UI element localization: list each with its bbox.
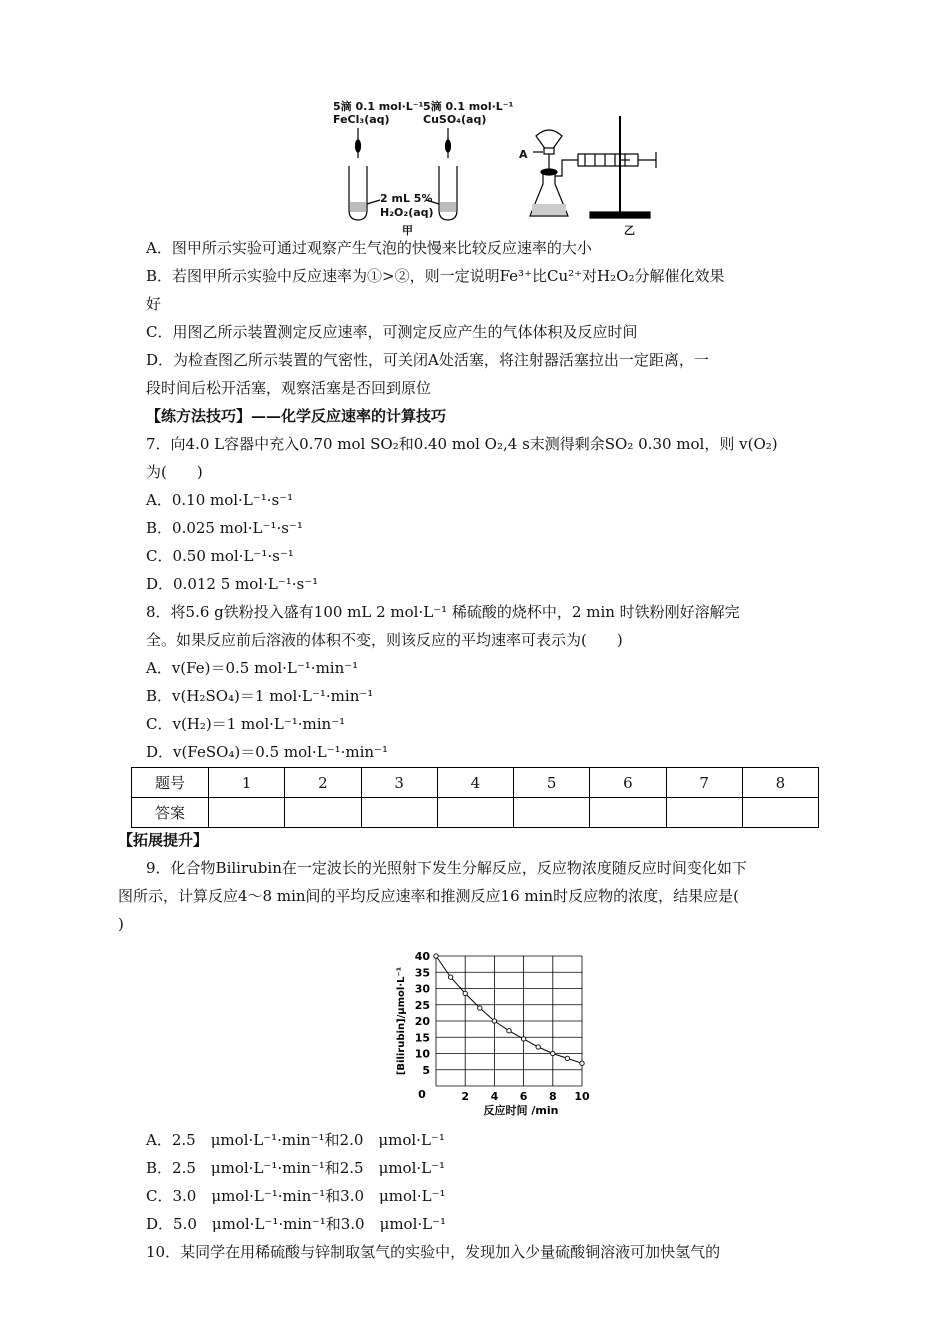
data-point (565, 1056, 569, 1060)
y-tick-label: 30 (414, 982, 430, 996)
y-axis-label: [Bilirubin]/μmol·L⁻¹ (396, 966, 407, 1076)
y-tick-label: 25 (414, 998, 430, 1012)
data-point (448, 975, 452, 979)
q9-stem-line3: ) (118, 915, 124, 933)
table-cell: 8 (742, 768, 818, 798)
y-tick-label: 10 (414, 1047, 430, 1061)
origin-label: 0 (418, 1088, 426, 1101)
q8-option-c: C．v(H₂)＝1 mol·L⁻¹·min⁻¹ (146, 715, 346, 733)
apparatus-figure (330, 96, 670, 236)
table-header-number: 题号 (132, 768, 209, 798)
answer-cell[interactable] (437, 798, 513, 828)
data-point (478, 1006, 482, 1010)
x-tick-label: 4 (490, 1090, 499, 1103)
caption-jia: 甲 (402, 224, 413, 237)
q8-option-d: D．v(FeSO₄)＝0.5 mol·L⁻¹·min⁻¹ (146, 743, 388, 761)
data-point (521, 1037, 525, 1041)
label-cuso4: CuSO₄(aq) (423, 113, 487, 126)
q7-option-d: D．0.012 5 mol·L⁻¹·s⁻¹ (146, 575, 319, 593)
data-point (536, 1045, 540, 1049)
x-tick-label: 2 (461, 1090, 470, 1103)
q6-option-b-line1: B．若图甲所示实验中反应速率为①>②，则一定说明Fe³⁺比Cu²⁺对H₂O₂分解催化效果 (146, 267, 725, 285)
label-h2o2-conc: 2 mL 5% (380, 192, 433, 205)
table-header-answer: 答案 (132, 798, 209, 828)
q6-option-d-line2: 段时间后松开活塞，观察活塞是否回到原位 (146, 379, 432, 397)
q9-option-c: C．3.0 μmol·L⁻¹·min⁻¹和3.0 μmol·L⁻¹ (146, 1187, 446, 1205)
q6-option-c: C．用图乙所示装置测定反应速率，可测定反应产生的气体体积及反应时间 (146, 323, 638, 341)
answer-table (131, 767, 819, 828)
y-tick-label: 40 (414, 950, 430, 963)
q9-option-b: B．2.5 μmol·L⁻¹·min⁻¹和2.5 μmol·L⁻¹ (146, 1159, 446, 1177)
table-cell: 6 (590, 768, 666, 798)
answer-cell[interactable] (209, 798, 285, 828)
table-row (132, 768, 819, 798)
q7-stem-line2: 为( ) (146, 463, 203, 481)
q7-option-a: A．0.10 mol·L⁻¹·s⁻¹ (146, 491, 294, 509)
section-heading-methods: 【练方法技巧】——化学反应速率的计算技巧 (146, 407, 447, 425)
label-fecl3-conc: 5滴 0.1 mol·L⁻¹ (333, 100, 424, 113)
q8-stem-line2: 全。如果反应前后溶液的体积不变，则该反应的平均速率可表示为( ) (146, 631, 623, 649)
answer-cell[interactable] (742, 798, 818, 828)
q8-option-a: A．v(Fe)＝0.5 mol·L⁻¹·min⁻¹ (146, 659, 359, 677)
data-point (434, 954, 438, 958)
x-tick-label: 8 (548, 1090, 557, 1103)
q7-option-b: B．0.025 mol·L⁻¹·s⁻¹ (146, 519, 303, 537)
label-fecl3: FeCl₃(aq) (333, 113, 390, 126)
q9-option-d: D．5.0 μmol·L⁻¹·min⁻¹和3.0 μmol·L⁻¹ (146, 1215, 447, 1233)
table-cell: 3 (361, 768, 437, 798)
q10-stem-line1: 10．某同学在用稀硫酸与锌制取氢气的实验中，发现加入少量硫酸铜溶液可加快氢气的 (146, 1243, 721, 1261)
table-cell: 7 (666, 768, 742, 798)
table-cell: 2 (285, 768, 361, 798)
y-tick-label: 35 (414, 966, 430, 980)
bilirubin-chart (390, 944, 610, 1134)
table-cell: 4 (437, 768, 513, 798)
x-axis-label: 反应时间 /min (483, 1104, 559, 1117)
separatory-funnel (536, 130, 562, 150)
x-tick-label: 10 (574, 1090, 590, 1103)
q6-option-d-line1: D．为检查图乙所示装置的气密性，可关闭A处活塞，将注射器活塞拉出一定距离，一 (146, 351, 709, 369)
q9-stem-line1: 9．化合物Bilirubin在一定波长的光照射下发生分解反应，反应物浓度随反应时间变化如下 (146, 859, 747, 877)
data-point (551, 1051, 555, 1055)
data-point (507, 1029, 511, 1033)
data-point (463, 991, 467, 995)
q8-stem-line1: 8．将5.6 g铁粉投入盛有100 mL 2 mol·L⁻¹ 稀硫酸的烧杯中，2 min 时铁粉刚好溶解完 (146, 603, 740, 621)
y-tick-label: 20 (414, 1015, 430, 1028)
caption-yi: 乙 (624, 224, 635, 237)
x-tick-label: 6 (519, 1090, 528, 1103)
label-cuso4-conc: 5滴 0.1 mol·L⁻¹ (423, 100, 514, 113)
y-tick-label: 15 (414, 1031, 430, 1045)
data-point (492, 1019, 496, 1023)
table-cell: 1 (209, 768, 285, 798)
q6-option-a: A．图甲所示实验可通过观察产生气泡的快慢来比较反应速率的大小 (146, 239, 592, 257)
table-row (132, 798, 819, 828)
apparatus-drawing (330, 96, 670, 236)
table-cell: 5 (514, 768, 590, 798)
q9-option-a: A．2.5 μmol·L⁻¹·min⁻¹和2.0 μmol·L⁻¹ (146, 1131, 445, 1149)
q8-option-b: B．v(H₂SO₄)＝1 mol·L⁻¹·min⁻¹ (146, 687, 374, 705)
section-heading-extension: 【拓展提升】 (118, 831, 209, 849)
answer-cell[interactable] (514, 798, 590, 828)
answer-cell[interactable] (590, 798, 666, 828)
q7-option-c: C．0.50 mol·L⁻¹·s⁻¹ (146, 547, 294, 565)
answer-cell[interactable] (666, 798, 742, 828)
q7-stem-line1: 7．向4.0 L容器中充入0.70 mol SO₂和0.40 mol O₂,4 s末测得剩余SO₂ 0.30 mol，则 v(O₂) (146, 435, 778, 453)
label-stopcock-a: A (519, 148, 528, 161)
q6-option-b-line2: 好 (146, 295, 162, 313)
data-point (580, 1061, 584, 1065)
label-h2o2: H₂O₂(aq) (380, 206, 434, 219)
answer-cell[interactable] (285, 798, 361, 828)
answer-cell[interactable] (361, 798, 437, 828)
q9-stem-line2: 图所示，计算反应4～8 min间的平均反应速率和推测反应16 min时反应物的浓度，结果应是( (118, 887, 739, 905)
y-tick-label: 5 (422, 1063, 430, 1077)
